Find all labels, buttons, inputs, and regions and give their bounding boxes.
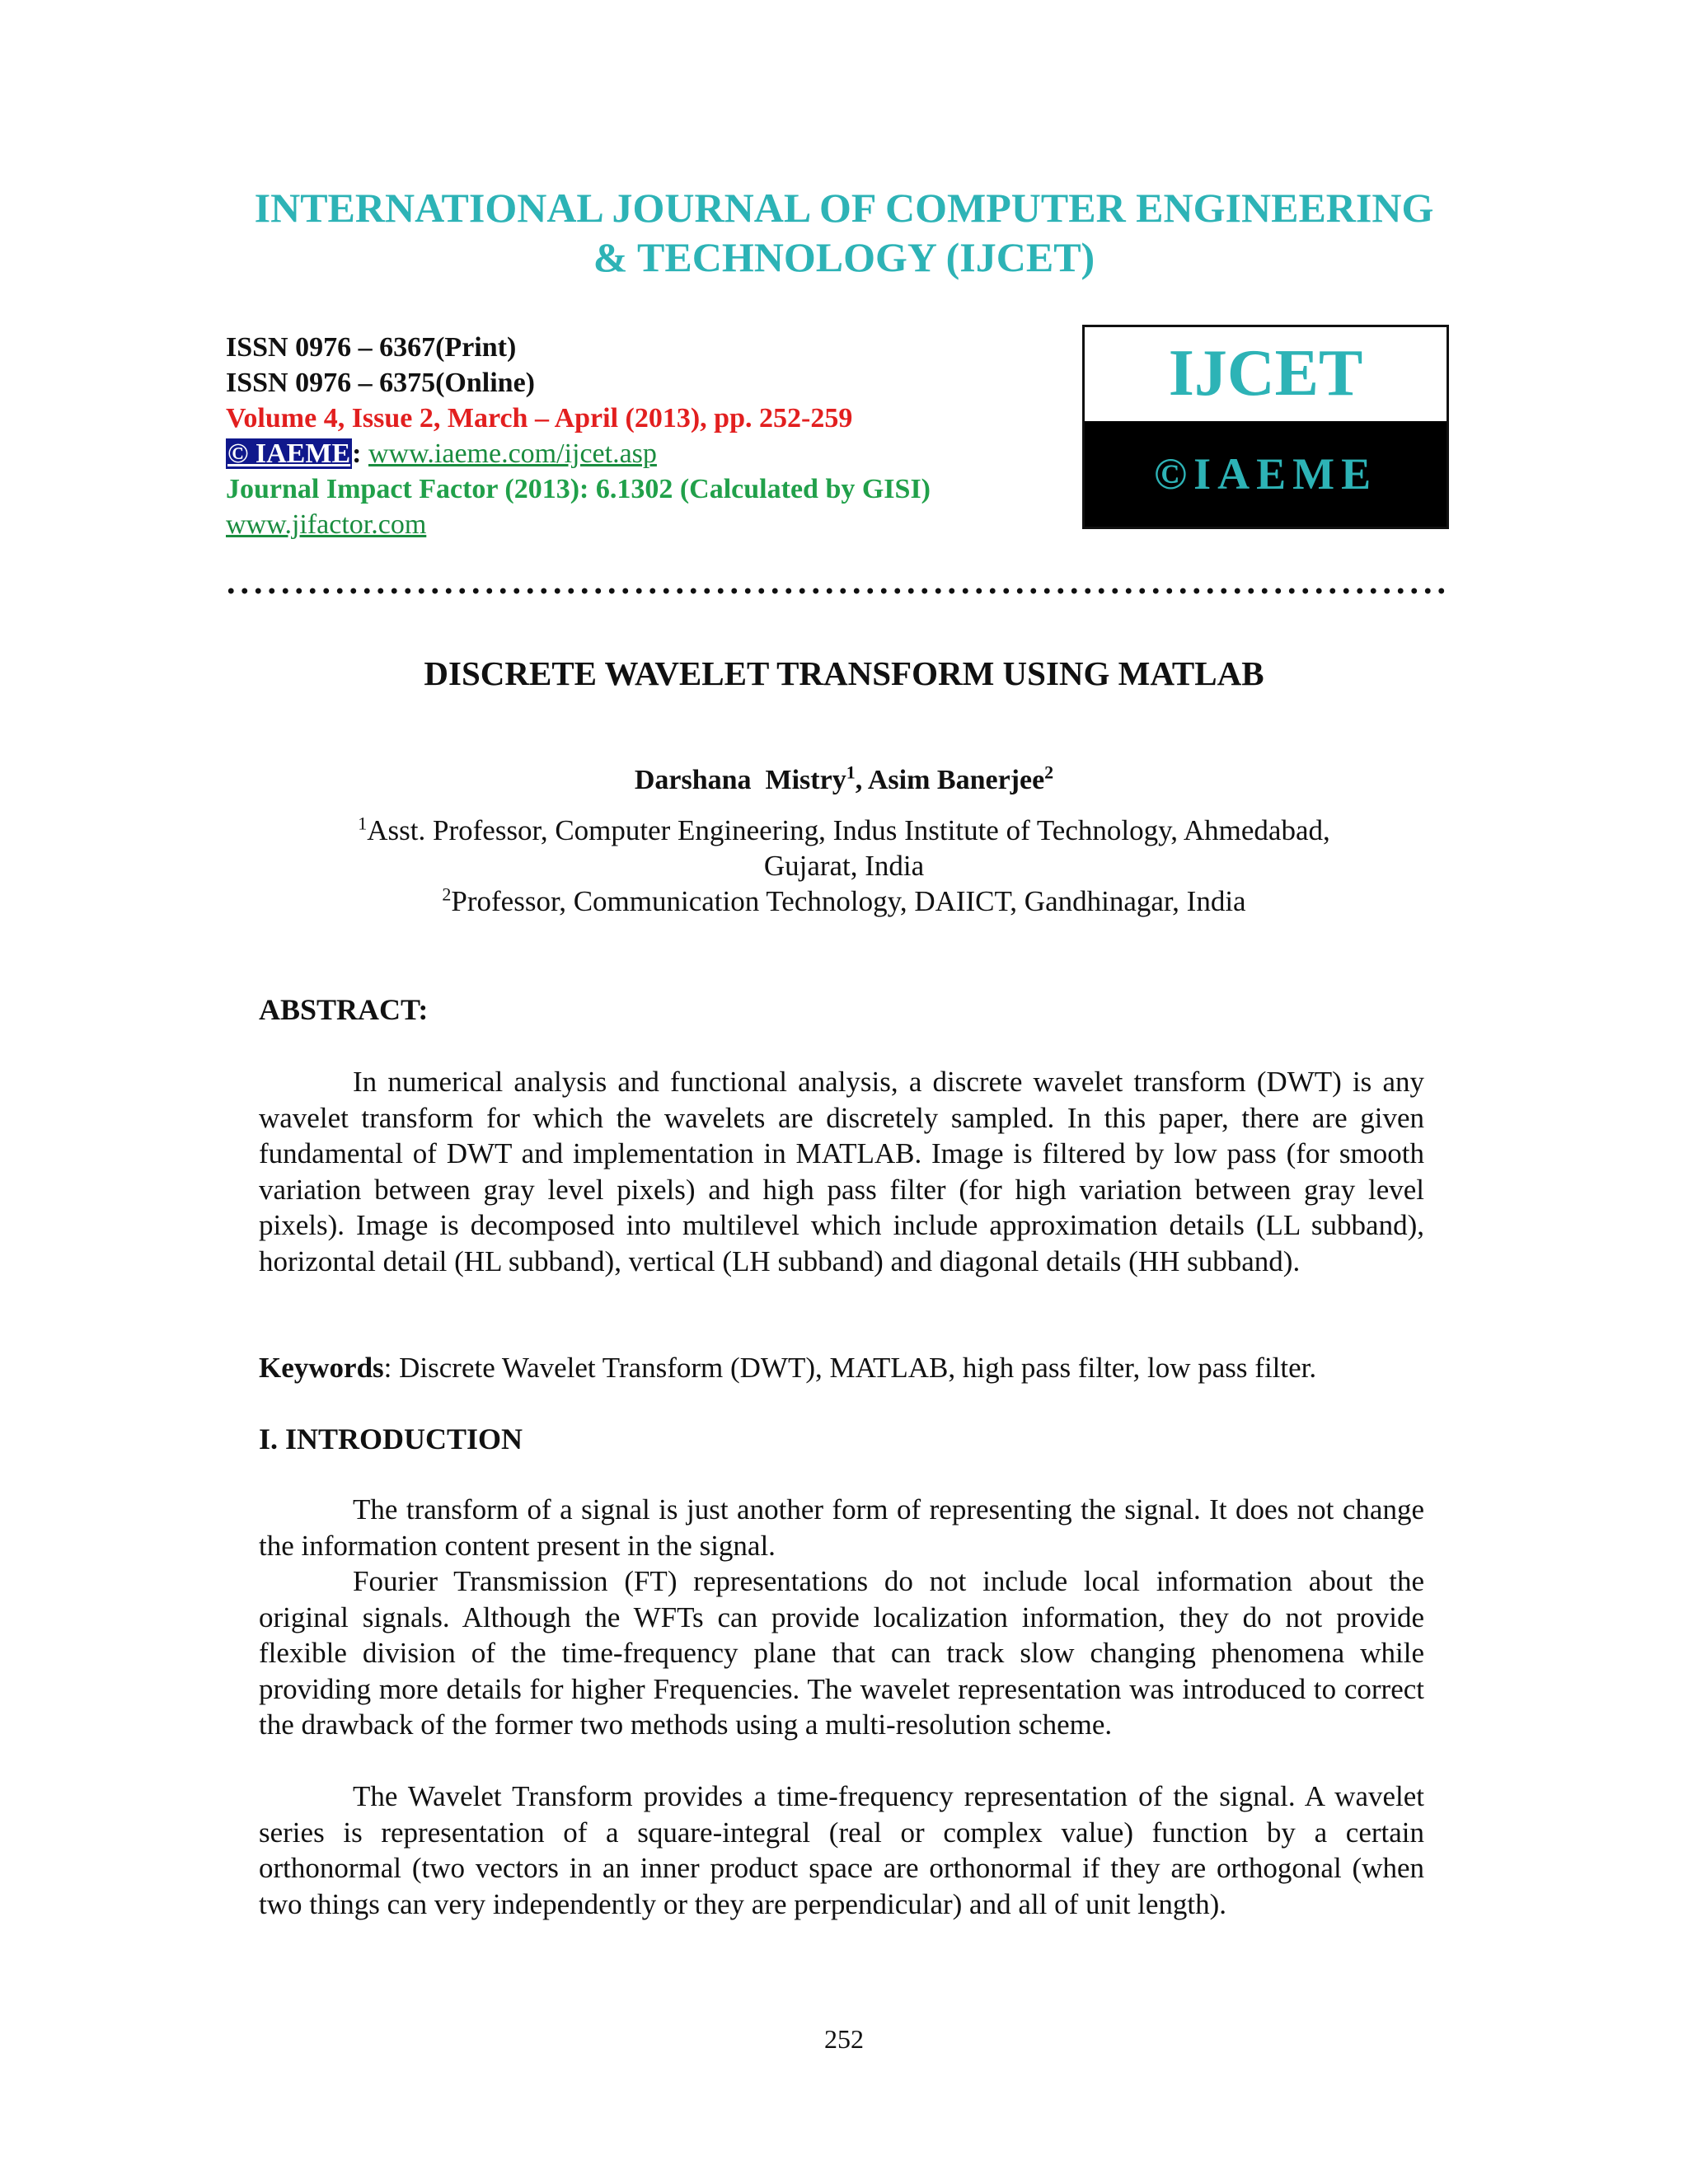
affiliations [0, 813, 1688, 919]
affil-1: Asst. Professor, Computer Engineering, Indus Institute of Technology, Ahmedabad, [367, 814, 1330, 846]
volume-info: Volume 4, Issue 2, March – April (2013), pp. 252-259 [226, 403, 853, 434]
issn-print: ISSN 0976 – 6367(Print) [226, 332, 517, 363]
affil-2: Professor, Communication Technology, DAIICT, Gandhinagar, India [451, 885, 1246, 917]
journal-title-line1: INTERNATIONAL JOURNAL OF COMPUTER ENGINEERING [254, 185, 1434, 231]
page-number: 252 [824, 2024, 864, 2054]
affil-2-sup: 2 [442, 883, 452, 905]
logo-title: IJCET [1168, 336, 1363, 410]
authors-line [0, 762, 1688, 799]
abstract-heading: ABSTRACT: [259, 993, 429, 1026]
affil-1-cont: Gujarat, India [763, 850, 925, 882]
paper-title: DISCRETE WAVELET TRANSFORM USING MATLAB [424, 654, 1264, 692]
author-separator: , [855, 765, 868, 795]
author-2-sup: 2 [1044, 762, 1054, 783]
abstract-text: In numerical analysis and functional analysis, a discrete wavelet transform (DWT) is any wavelet transform for which the wavelets are discretely sampled. In this paper, there are given fundamental of DWT and implementation in MATLAB. Image is filtered by low pass (for smooth variation between gray level pixels) and high pass filter (for high variation between gray level pixels). Image is decomposed into multilevel which include approximation details (LL subband), horizontal detail (HL subband), vertical (LH subband) and diagonal details (HH subband). [259, 1066, 1424, 1277]
iaeme-badge: © IAEME [227, 438, 351, 469]
journal-meta [226, 330, 1050, 542]
journal-title-line2: & TECHNOLOGY (IJCET) [593, 234, 1095, 280]
journal-title [0, 183, 1688, 282]
intro-paragraph-2: Fourier Transmission (FT) representations do not include local information about the original signals. Although the WFTs can provide localization information, they do not provide flexible division of the time-frequency plane that can track slow changing phenomena while providing more details for higher Frequencies. The wavelet representation was introduced to correct the drawback of the former two methods using a multi-resolution scheme. [259, 1565, 1424, 1741]
logo-publisher: ©IAEME [1085, 421, 1447, 527]
keywords-label: Keywords [259, 1352, 384, 1384]
iaeme-separator: : [352, 438, 368, 469]
author-2: Asim Banerjee [867, 765, 1045, 795]
keywords-text: : Discrete Wavelet Transform (DWT), MATLAB, high pass filter, low pass filter. [383, 1352, 1317, 1384]
ijcet-logo [1082, 325, 1449, 529]
introduction-heading: I. INTRODUCTION [259, 1422, 523, 1455]
impact-factor: Journal Impact Factor (2013): 6.1302 (Calculated by GISI) [226, 474, 931, 504]
iaeme-line [226, 436, 1050, 471]
affil-1-sup: 1 [358, 813, 368, 834]
issn-online: ISSN 0976 – 6375(Online) [226, 368, 535, 398]
dotted-divider [224, 587, 1449, 595]
author-1-sup: 1 [846, 762, 856, 783]
jifactor-link[interactable]: www.jifactor.com [226, 509, 427, 540]
keywords-line [259, 1350, 1424, 1386]
iaeme-link[interactable]: www.iaeme.com/ijcet.asp [368, 438, 657, 469]
intro-paragraph-1: The transform of a signal is just another form of representing the signal. It does not change the information content present in the signal. [259, 1493, 1424, 1562]
intro-paragraph-3: The Wavelet Transform provides a time-frequency representation of the signal. A wavelet series is representation of a square-integral (real or complex value) function by a certain orthonormal (two vectors in an inner product space are orthonormal if they are orthogonal (when two things can very independently or they are perpendicular) and all of unit length). [259, 1780, 1424, 1920]
author-1: Darshana Mistry [634, 765, 846, 795]
